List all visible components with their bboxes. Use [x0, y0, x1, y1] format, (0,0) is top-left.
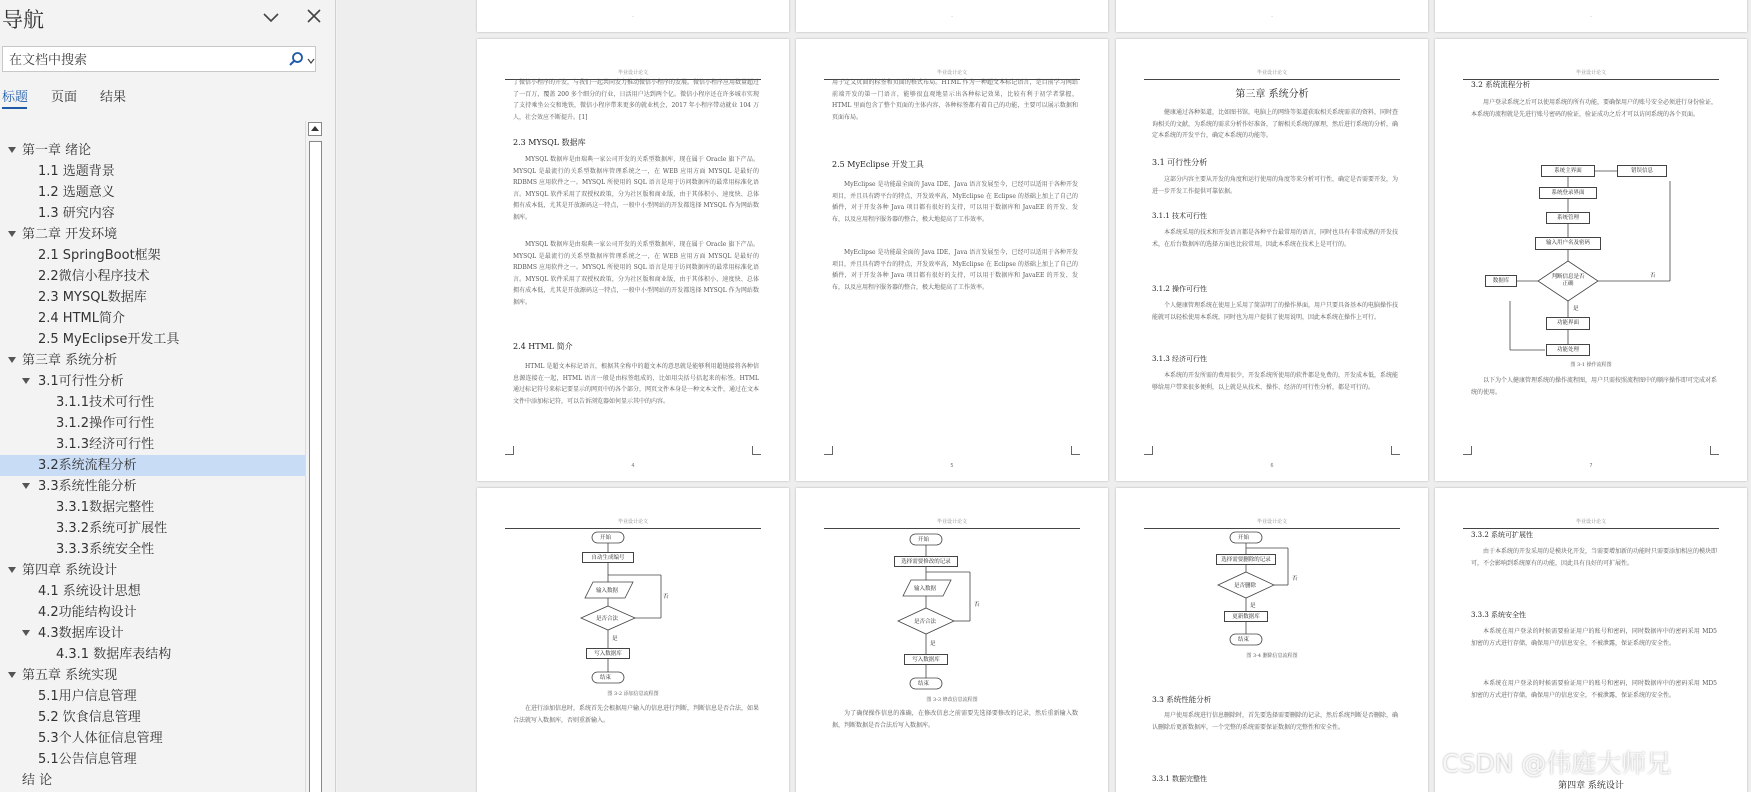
page-number: 7 — [1589, 463, 1593, 469]
outline-scrollbar[interactable] — [305, 121, 323, 792]
flow-edge-label: 是 — [930, 641, 936, 647]
collapse-icon[interactable] — [8, 357, 16, 363]
outline-item-label: 4.3.1 数据库表结构 — [56, 647, 172, 662]
flow-decision-label: 是否删除 — [1234, 583, 1257, 589]
outline-item-label: 4.2功能结构设计 — [38, 605, 137, 620]
outline-item-label: 5.1公告信息管理 — [38, 752, 137, 767]
page-thumbnail[interactable] — [796, 488, 1108, 792]
flow-edge-label: 是 — [1573, 306, 1579, 312]
flow-node: 写入数据库 — [904, 654, 948, 665]
outline-item[interactable] — [0, 392, 305, 413]
outline-item[interactable] — [0, 497, 305, 518]
chapter-heading: 第四章 系统设计 — [1558, 781, 1624, 791]
page-thumbnail[interactable] — [796, 0, 1108, 32]
outline-item-label: 第四章 系统设计 — [22, 563, 118, 578]
outline-item-label: 3.3.2系统可扩展性 — [56, 521, 168, 536]
page-header: 毕业设计论文 — [505, 69, 761, 80]
section-heading: 3.3.3 系统安全性 — [1471, 611, 1527, 619]
outline-item-label: 1.3 研究内容 — [38, 206, 115, 221]
page-header: 毕业设计论文 — [824, 69, 1080, 80]
outline-item-label: 2.1 SpringBoot框架 — [38, 248, 161, 263]
outline-item-label: 5.1用户信息管理 — [38, 689, 137, 704]
outline-item-label: 4.3数据库设计 — [38, 626, 124, 641]
outline-item[interactable] — [0, 329, 305, 350]
section-heading: 3.1.2 操作可行性 — [1152, 285, 1208, 293]
flow-start-label: 开始 — [1238, 535, 1250, 541]
outline-item[interactable] — [0, 665, 305, 686]
page-header: 毕业设计论文 — [1463, 69, 1719, 80]
paragraph: 本系统在用户登录的时候需要验证用户的账号和密码，同时数据库中的密码采用 MD5 加密的方式进行存储，确保用户的信息安全，不被泄露，保证系统的安全性。 — [1471, 680, 1717, 699]
flow-end-label: 结束 — [600, 675, 612, 681]
paragraph: 为了确保操作信息的准确，在修改信息之前需要先选择要修改的记录，然后重新输入数据，判断数据是否合法后写入数据库。 — [832, 710, 1078, 729]
outline-item-label: 3.3.3系统安全性 — [56, 542, 155, 557]
outline-item-label: 3.1可行性分析 — [38, 374, 124, 389]
outline-item-label: 5.3个人体征信息管理 — [38, 731, 163, 746]
outline-item[interactable] — [0, 161, 305, 182]
flow-node-label: 输入数据 — [596, 588, 619, 594]
tab-pages[interactable]: 页面 — [51, 90, 78, 105]
outline-item-label: 1.2 选题意义 — [38, 185, 115, 200]
tab-results[interactable]: 结果 — [100, 90, 127, 105]
section-heading: 2.3 MYSQL 数据库 — [513, 138, 586, 147]
outline-item[interactable] — [0, 455, 305, 476]
outline-item-label: 结 论 — [22, 773, 53, 788]
paragraph: 用于定义页面的标签和页面的格式布局。HTML 作为一种超文本标记语言，是目前学习网站前端开发的第一门语言，能够很直观地显示出各种标记效果，比较有利于初学者掌握，HTML 里面包含了整个页面的主体内容，各种标签都有着自己的功能，主要可以展示数据和页面布局。 — [832, 79, 1078, 121]
outline-item-label: 4.1 系统设计思想 — [38, 584, 141, 599]
margin-mark — [824, 446, 833, 455]
margin-mark — [1710, 446, 1719, 455]
outline-item[interactable] — [0, 539, 305, 560]
flow-connectors — [1116, 488, 1428, 792]
flow-node: 功能界面 — [1546, 317, 1590, 330]
paragraph: 了微信小程序的开发，与我们一起共同发力推动微信小程序的发展。微信小程序应用数量超过了一百万，覆盖 200 多个细分的行业，日活用户达到两个亿。微信小程序还在许多城市实现了支持乘坐公交和地铁，微信小程序带来更多的就业机会，2017 年小程序带动就业 104 万人，社会效应不断提升。[1] — [513, 79, 760, 121]
paragraph: 健康通过各种渠道，比如图书馆，电脑上的网络等渠道获取相关系统需求的资料，同时查询相关的文献，为系统的需求分析作好准备，了解相关系统的原理，然后进行系统的分析，确定本系统的开发平台，确定本系统的功能等。 — [1152, 109, 1399, 139]
outline-item[interactable] — [0, 560, 305, 581]
nav-header — [0, 0, 336, 34]
flow-start-label: 开始 — [600, 535, 612, 541]
flow-node: 系统管理 — [1546, 212, 1590, 224]
section-heading: 3.3.2 系统可扩展性 — [1471, 531, 1534, 539]
scroll-up-button[interactable] — [308, 122, 322, 136]
flow-decision-label: 判断信息是否正确 — [1551, 274, 1585, 287]
outline-item[interactable] — [0, 518, 305, 539]
outline-item-label: 3.3.1数据完整性 — [56, 500, 155, 515]
nav-title: 导航 — [2, 8, 44, 32]
page-thumbnail[interactable] — [477, 39, 789, 481]
page-header: 毕业设计论文 — [1144, 69, 1400, 80]
flow-connectors — [477, 488, 789, 792]
margin-mark — [505, 446, 514, 455]
outline-item[interactable] — [0, 308, 305, 329]
page-number: 4 — [631, 463, 635, 469]
flow-connectors — [1435, 39, 1747, 481]
page-thumbnail[interactable] — [1435, 0, 1747, 32]
document-area[interactable] — [337, 0, 1751, 792]
outline-item[interactable] — [0, 623, 305, 644]
outline-item[interactable] — [0, 266, 305, 287]
page-number: · — [1271, 14, 1273, 20]
page-thumbnail[interactable] — [1116, 39, 1428, 481]
margin-mark — [1391, 446, 1400, 455]
outline-item[interactable] — [0, 476, 305, 497]
outline-item-label: 2.5 MyEclipse开发工具 — [38, 332, 180, 347]
flow-edge-label: 是 — [612, 636, 618, 642]
flow-node: 输入用户名及密码 — [1535, 237, 1601, 250]
margin-mark — [752, 446, 761, 455]
paragraph: 本系统的开发所需的费用很少，开发系统所使用的软件都是免费的，开发成本低，系统能够给用户带来很多便利，以上就是从技术、操作、经济的可行性分析，都是可行的。 — [1152, 372, 1399, 391]
outline-item-label: 第二章 开发环境 — [22, 227, 118, 242]
outline-item[interactable] — [0, 728, 305, 749]
outline-item-label: 第五章 系统实现 — [22, 668, 118, 683]
search-dropdown-icon[interactable] — [307, 58, 315, 64]
page-header: 毕业设计论文 — [1463, 518, 1719, 529]
section-heading: 3.1.3 经济可行性 — [1152, 355, 1208, 363]
paragraph: 用户登录系统之后可以使用系统的所有功能，要确保用户的账号安全必须进行身份验证，本系统的流程就是先进行账号密码的验证，验证成功之后才可以访问系统的各个页面。 — [1471, 99, 1718, 118]
active-tab-indicator — [2, 107, 27, 109]
outline-item[interactable] — [0, 644, 305, 665]
collapse-icon[interactable] — [8, 231, 16, 237]
margin-mark — [1071, 446, 1080, 455]
paragraph: MYSQL 数据库是由瑞典一家公司开发的关系型数据库，现在属于 Oracle 旗下产品。MYSQL 是最流行的关系型数据库管理系统之一，在 WEB 应用方面 MYSQL 是最好的 RDBMS 应用软件之一。MYSQL 所使用的 SQL 语言是用于访问数据库的最常用标准化语言。MYSQL 软件采用了双授权政策，分为社区版和商业版，由于其体积小、速度快、总体拥有成本低，尤其是开放源码这一特点，一般中小型网站的开发都选择 MYSQL 作为网站数据库。 — [513, 241, 759, 306]
flow-edge-label: 否 — [1650, 273, 1656, 279]
outline-item-label: 3.1.3经济可行性 — [56, 437, 155, 452]
outline-item[interactable] — [0, 350, 305, 371]
paragraph: MyEclipse 是功能最全面的 Java IDE，Java 语言发展至今，已经可以适用于各种开发项目，并且具有跨平台的特点，开发效率高，MyEclipse 在 Eclipse 的基础上加上了自己的插件，对于开发各种 Java 项目都有很好的支持，可以用于数据库和 JavaEE 的开发、发布，以及应用程序服务器的整合，极大地提高了工作效率。 — [832, 249, 1078, 291]
paragraph: 以下为个人健康管理系统的操作流程图，用户只需按照流程图中的顺序操作即可完成对系统的使用。 — [1471, 377, 1718, 396]
outline-item[interactable] — [0, 581, 305, 602]
figure-caption: 图 3-4 删除信息流程图 — [1246, 653, 1298, 659]
flow-start-label: 开始 — [918, 537, 930, 543]
page-number: 6 — [1270, 463, 1274, 469]
page-thumbnail[interactable] — [1116, 0, 1428, 32]
flow-edge-label: 否 — [1292, 576, 1298, 582]
flow-node: 选择需要修改的记录 — [894, 556, 958, 567]
figure-caption: 图 3-1 操作流程图 — [1570, 362, 1612, 368]
page-thumbnail[interactable] — [1435, 39, 1747, 481]
flow-edge-label: 否 — [663, 594, 669, 600]
outline-item[interactable] — [0, 245, 305, 266]
paragraph: 个人健康管理系统在使用上采用了简洁明了的操作界面，用户只要具备基本的电脑操作技能就可以轻松使用本系统，同时也为用户提供了使用说明，因此本系统在操作上可行。 — [1152, 302, 1399, 321]
flow-decision-label: 是否合法 — [596, 616, 619, 622]
search-input[interactable] — [3, 47, 281, 73]
outline-item-label: 2.4 HTML简介 — [38, 311, 125, 326]
page-number: · — [951, 14, 953, 20]
outline-item-label: 2.2微信小程序技术 — [38, 269, 150, 284]
outline-item-label: 3.1.2操作可行性 — [56, 416, 155, 431]
flow-node: 自动生成编号 — [582, 552, 634, 563]
page-number: · — [1590, 14, 1592, 20]
flow-node: 写入数据库 — [586, 648, 630, 659]
paragraph: 本系统在用户登录的时候需要验证用户的账号和密码，同时数据库中的密码采用 MD5 加密的方式进行存储，确保用户的信息安全，不被泄露，保证系统的安全性。 — [1471, 628, 1717, 647]
page-thumbnail[interactable] — [477, 0, 789, 32]
margin-mark — [1144, 446, 1153, 455]
outline-item-label: 3.3系统性能分析 — [38, 479, 137, 494]
figure-caption: 图 3-2 添加信息流程图 — [607, 691, 659, 697]
outline-item[interactable] — [0, 434, 305, 455]
section-heading: 2.4 HTML 简介 — [513, 342, 573, 351]
margin-mark — [1463, 446, 1472, 455]
outline-item[interactable] — [0, 371, 305, 392]
flow-connectors — [796, 488, 1108, 792]
flow-node: 错误信息 — [1617, 165, 1667, 177]
outline-item[interactable] — [0, 770, 305, 791]
paragraph: MyEclipse 是功能最全面的 Java IDE，Java 语言发展至今，已经可以适用于各种开发项目，并且具有跨平台的特点，开发效率高，MyEclipse 在 Eclipse 的基础上加上了自己的插件，对于开发各种 Java 项目都有很好的支持，可以用于数据库和 JavaEE 的开发、发布，以及应用程序服务器的整合，极大地提高了工作效率。 — [832, 181, 1078, 223]
outline-item[interactable] — [0, 686, 305, 707]
collapse-icon[interactable] — [22, 630, 30, 636]
outline-item-label: 3.1.1技术可行性 — [56, 395, 155, 410]
outline-item[interactable] — [0, 287, 305, 308]
section-heading: 3.3 系统性能分析 — [1152, 695, 1212, 704]
figure-caption: 图 3-3 修改信息流程图 — [926, 697, 978, 703]
section-heading: 3.1.1 技术可行性 — [1152, 212, 1208, 220]
collapse-icon[interactable] — [22, 378, 30, 384]
outline-item-label: 1.1 选题背景 — [38, 164, 115, 179]
section-heading: 2.5 MyEclipse 开发工具 — [832, 160, 924, 169]
flow-node: 系统登录界面 — [1539, 187, 1597, 199]
page-header: 毕业设计论文 — [1144, 518, 1400, 529]
outline-item[interactable] — [0, 224, 305, 245]
collapse-icon[interactable] — [8, 147, 16, 153]
paragraph: 在进行添加信息时，系统首先会根据用户输入的信息进行判断，判断信息是否合法，如果合法就写入数据库，否则重新输入。 — [513, 705, 760, 724]
collapse-icon[interactable] — [8, 567, 16, 573]
outline-item[interactable] — [0, 749, 305, 770]
chevron-down-icon[interactable] — [262, 8, 280, 26]
flow-node: 功能处理 — [1546, 344, 1590, 356]
page-thumbnail[interactable] — [796, 39, 1108, 481]
flow-edge-label: 是 — [1250, 603, 1256, 609]
nav-tabs — [0, 86, 336, 108]
watermark: CSDN @伟庭大师兄 — [1442, 749, 1672, 778]
paragraph: HTML 是超文本标记语言，根据其全称中的超文本的意思就是能够利用超链接将各种信息源连接在一起，HTML 语言一般是由标签组成的，比如用尖括号括起来的标签。HTML 通过标记符号来标记要显示的网页中的各个部分，网页文件本身是一种文本文件，通过在文本文件中添加标记符，可以告诉浏览器如何显示其中的内容。 — [513, 363, 760, 405]
outline-item[interactable] — [0, 707, 305, 728]
outline-item-label: 第一章 绪论 — [22, 143, 92, 158]
outline-item-label: 3.2系统流程分析 — [38, 458, 137, 473]
search-box[interactable] — [2, 46, 316, 72]
outline-item[interactable] — [0, 413, 305, 434]
flow-edge-label: 否 — [974, 602, 980, 608]
outline-item-label: 2.3 MYSQL数据库 — [38, 290, 147, 305]
outline-item[interactable] — [0, 203, 305, 224]
flow-node: 选择需要删除的记录 — [1216, 554, 1276, 565]
page-thumbnail[interactable] — [477, 488, 789, 792]
tab-headings[interactable]: 标题 — [2, 90, 29, 105]
page-number: 5 — [950, 463, 954, 469]
paragraph: 本系统采用的技术和开发语言都是各种平台最常用的语言，同时也具有非常成熟的开发技术，在后台数据库的选择方面也比较常用，因此本系统在技术上是可行的。 — [1152, 229, 1399, 248]
page-header: 毕业设计论文 — [505, 518, 761, 529]
outline-item-label: 第三章 系统分析 — [22, 353, 118, 368]
page-thumbnail[interactable] — [1116, 488, 1428, 792]
paragraph: 由于本系统的开发采用的是模块化开发，当需要增加新的功能时只需要添加相应的模块即可，不会影响到系统原有的功能，因此具有良好的可扩展性。 — [1471, 548, 1718, 567]
flow-node: 系统主界面 — [1541, 165, 1595, 177]
paragraph: MYSQL 数据库是由瑞典一家公司开发的关系型数据库，现在属于 Oracle 旗下产品。MYSQL 是最流行的关系型数据库管理系统之一，在 WEB 应用方面 MYSQL 是最好的 RDBMS 应用软件之一。MYSQL 所使用的 SQL 语言是用于访问数据库的最常用标准化语言。MYSQL 软件采用了双授权政策，分为社区版和商业版，由于其体积小、速度快、总体拥有成本低，尤其是开放源码这一特点，一般中小型网站的开发都选择 MYSQL 作为网站数据库。 — [513, 156, 759, 221]
section-heading: 3.1 可行性分析 — [1152, 158, 1208, 167]
outline-item[interactable] — [0, 602, 305, 623]
chapter-heading: 第三章 系统分析 — [1235, 89, 1309, 100]
flow-node: 更新数据库 — [1224, 611, 1268, 622]
outline-item-label: 5.2 饮食信息管理 — [38, 710, 141, 725]
collapse-icon[interactable] — [8, 672, 16, 678]
section-heading: 3.2 系统流程分析 — [1471, 80, 1531, 89]
flow-decision-label: 是否合法 — [914, 619, 937, 625]
search-icon[interactable] — [288, 51, 304, 67]
paragraph: 用户使用系统进行信息删除时，首先要选择需要删除的记录，然后系统判断是否删除，确认删除后更新数据库，一个完整的系统需要保证数据的完整性和安全性。 — [1152, 712, 1399, 731]
page-number: · — [632, 14, 634, 20]
paragraph: 这部分内容主要从开发的角度和运行使用的角度等来分析可行性，确定是否需要开发，为进一步开发工作提供可靠依据。 — [1152, 176, 1399, 195]
flow-end-label: 结束 — [1238, 637, 1250, 643]
outline-tree — [0, 140, 305, 792]
outline-item[interactable] — [0, 140, 305, 161]
flow-node: 数据库 — [1485, 275, 1517, 287]
outline-item[interactable] — [0, 182, 305, 203]
navigation-pane — [0, 0, 336, 792]
scroll-thumb[interactable] — [309, 141, 322, 792]
flow-end-label: 结束 — [918, 681, 930, 687]
section-heading: 3.3.1 数据完整性 — [1152, 775, 1208, 783]
flow-node-label: 输入数据 — [914, 586, 937, 592]
close-icon[interactable] — [304, 6, 324, 26]
collapse-icon[interactable] — [22, 483, 30, 489]
page-header: 毕业设计论文 — [824, 518, 1080, 529]
